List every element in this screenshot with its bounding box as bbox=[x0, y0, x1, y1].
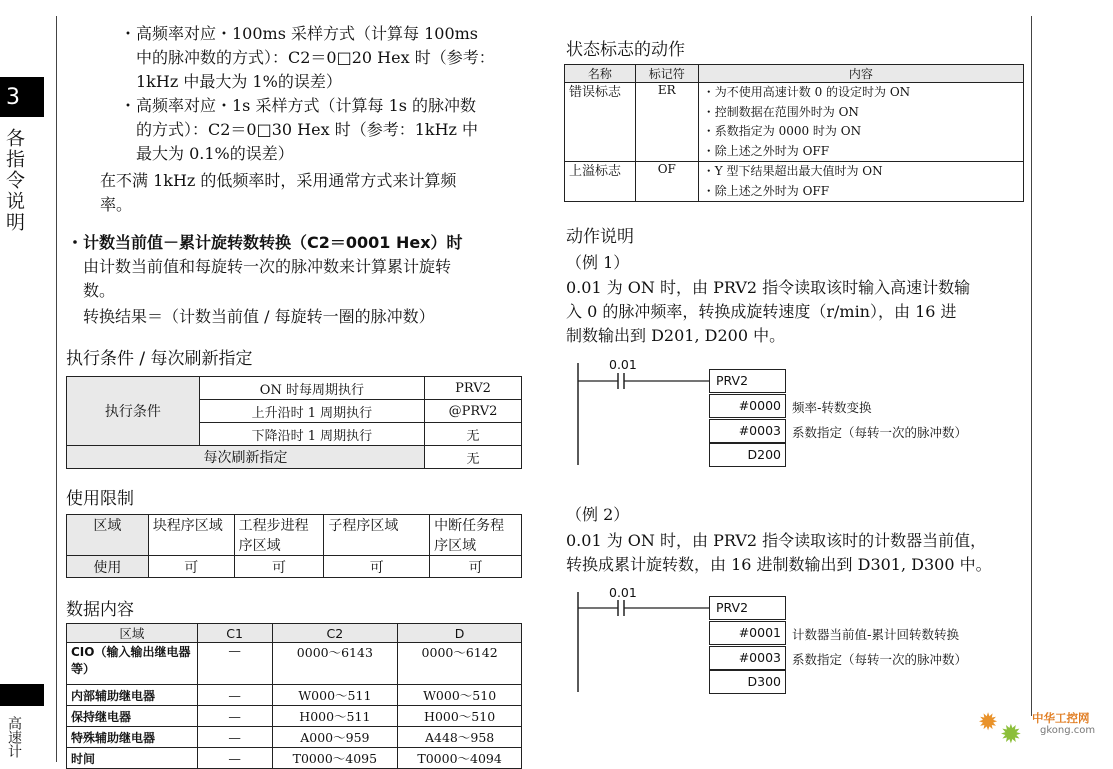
example2-instruction-box: PRV2 bbox=[709, 596, 786, 620]
usage-limit-table bbox=[66, 514, 522, 578]
limit-value-block: 可 bbox=[148, 556, 234, 578]
example1-operand-c1: #0000 bbox=[709, 394, 786, 418]
exec-condition-table bbox=[66, 376, 522, 469]
watermark-url: gkong.com bbox=[1040, 725, 1096, 736]
example2-line2: 转换成累计旋转数，由 16 进制数输出到 D301, D300 中。 bbox=[566, 555, 992, 574]
data-content-table bbox=[66, 623, 522, 769]
exec-row-0-cond: ON 时每周期执行 bbox=[199, 377, 424, 400]
exec-heading: 执行条件 / 每次刷新指定 bbox=[66, 349, 253, 369]
chapter-title: 各指令说明 bbox=[3, 128, 25, 233]
example1-operand-c2-desc: 系数指定（每转一次的脉冲数） bbox=[792, 425, 968, 440]
chapter-number-tab bbox=[0, 77, 44, 117]
status-error-item: ・控制数据在范围外时为 ON bbox=[702, 104, 859, 119]
bullet-1s bbox=[120, 94, 478, 166]
status-error-item: ・系数指定为 0000 时为 ON bbox=[702, 124, 862, 138]
exec-row-1-instr: @PRV2 bbox=[425, 400, 522, 423]
example2-operand-c2-desc: 系数指定（每转一次的脉冲数） bbox=[792, 652, 968, 667]
data-row-4-d: T0000～4094 bbox=[398, 748, 522, 769]
example1-line3: 制数输出到 D201, D200 中。 bbox=[566, 326, 786, 345]
status-header-content: 内容 bbox=[698, 65, 1023, 83]
data-row-2-c2: H000～511 bbox=[272, 706, 398, 727]
data-header-area: 区域 bbox=[67, 624, 198, 643]
low-frequency-line1: 在不满 1kHz 的低频率时，采用通常方式来计算频 bbox=[100, 171, 457, 190]
limit-value-subroutine: 可 bbox=[324, 556, 430, 578]
example2-operand-c1-desc: 计数器当前值-累计回转数转换 bbox=[792, 627, 960, 642]
status-error-item: ・除上述之外时为 OFF bbox=[702, 143, 830, 158]
status-overflow-item: ・除上述之外时为 OFF bbox=[702, 183, 830, 198]
status-header-flag: 标记符 bbox=[635, 65, 698, 83]
data-header-d: D bbox=[398, 624, 522, 643]
right-page-border bbox=[1031, 16, 1032, 716]
status-heading: 状态标志的动作 bbox=[566, 40, 685, 60]
status-error-content bbox=[698, 83, 1023, 162]
cumulative-formula: 转换结果＝（计数当前值 / 每旋转一圈的脉冲数） bbox=[83, 307, 435, 326]
limit-header-subroutine: 子程序区域 bbox=[324, 515, 430, 556]
data-header-c1: C1 bbox=[197, 624, 272, 643]
example1-operand-c2: #0003 bbox=[709, 419, 786, 443]
bullet-100ms bbox=[120, 22, 495, 94]
example2-operand-c2: #0003 bbox=[709, 646, 786, 670]
limit-row-label: 使用 bbox=[67, 556, 149, 578]
example2-text bbox=[566, 529, 992, 577]
bullet-1s-line2: 的方式）：C2＝0□30 Hex 时（参考：1kHz 中 bbox=[136, 120, 479, 139]
left-page-border bbox=[56, 16, 57, 762]
data-row-0-d: 0000～6142 bbox=[398, 643, 522, 685]
example2-label: （例 2） bbox=[566, 505, 630, 524]
data-row-1-area: 内部辅助继电器 bbox=[67, 685, 198, 706]
status-overflow-name: 上溢标志 bbox=[565, 162, 636, 202]
bullet-1s-line3: 最大为 0.1%的误差） bbox=[136, 144, 294, 163]
exec-row-2-cond: 下降沿时 1 周期执行 bbox=[199, 423, 424, 446]
example2-operand-c1: #0001 bbox=[709, 621, 786, 645]
watermark-text: 中华工控网 bbox=[1032, 711, 1090, 725]
example1-text bbox=[566, 276, 970, 348]
action-heading: 动作说明 bbox=[566, 227, 634, 247]
cumulative-title: ・计数当前值－累计旋转数转换（C2＝0001 Hex）时 bbox=[67, 233, 463, 252]
example1-instruction-box: PRV2 bbox=[709, 369, 786, 393]
section-title: 高速计 bbox=[6, 716, 22, 758]
status-overflow-flag: OF bbox=[635, 162, 698, 202]
data-row-1-d: W000～510 bbox=[398, 685, 522, 706]
data-row-3-d: A448～958 bbox=[398, 727, 522, 748]
data-heading: 数据内容 bbox=[66, 600, 134, 620]
data-row-3-c1: — bbox=[197, 727, 272, 748]
bullet-100ms-line2: 中的脉冲数的方式）：C2＝0□20 Hex 时（参考： bbox=[136, 48, 495, 67]
data-header-c2: C2 bbox=[272, 624, 398, 643]
status-header-name: 名称 bbox=[565, 65, 636, 83]
status-overflow-item: ・Y 型下结果超出最大值时为 ON bbox=[702, 164, 883, 178]
section-tab bbox=[0, 684, 44, 706]
bullet-1s-line1: ・高频率对应・1s 采样方式（计算每 1s 的脉冲数 bbox=[120, 96, 477, 115]
exec-row-0-instr: PRV2 bbox=[425, 377, 522, 400]
status-error-name: 错误标志 bbox=[565, 83, 636, 162]
example2-contact-label: 0.01 bbox=[609, 585, 637, 600]
bullet-100ms-line1: ・高频率对应・100ms 采样方式（计算每 100ms bbox=[120, 24, 479, 43]
bullet-100ms-line3: 1kHz 中最大为 1%的误差） bbox=[136, 72, 342, 91]
low-frequency-line2: 率。 bbox=[100, 195, 133, 214]
data-row-2-d: H000～510 bbox=[398, 706, 522, 727]
cumulative-desc bbox=[83, 255, 451, 329]
limit-value-step: 可 bbox=[234, 556, 324, 578]
data-row-3-area: 特殊辅助继电器 bbox=[67, 727, 198, 748]
data-row-4-c2: T0000～4095 bbox=[272, 748, 398, 769]
example2-line1: 0.01 为 ON 时，由 PRV2 指令读取该时的计数器当前值， bbox=[566, 531, 987, 550]
chapter-number: 3 bbox=[6, 84, 20, 110]
data-row-1-c2: W000～511 bbox=[272, 685, 398, 706]
limit-value-interrupt: 可 bbox=[430, 556, 522, 578]
example1-line2: 入 0 的脉冲频率，转换成旋转速度（r/min），由 16 进 bbox=[566, 302, 957, 321]
cumulative-line2: 数。 bbox=[83, 281, 116, 300]
example1-operand-d: D200 bbox=[709, 443, 786, 467]
exec-row-2-instr: 无 bbox=[425, 423, 522, 446]
data-row-0-c1: — bbox=[197, 643, 272, 685]
refresh-label: 每次刷新指定 bbox=[67, 446, 425, 469]
data-row-4-area: 时间 bbox=[67, 748, 198, 769]
data-row-0-c2: 0000～6143 bbox=[272, 643, 398, 685]
refresh-value: 无 bbox=[425, 446, 522, 469]
status-flag-table bbox=[564, 64, 1024, 202]
status-overflow-content bbox=[698, 162, 1023, 202]
watermark bbox=[976, 702, 1106, 758]
limit-header-block: 块程序区域 bbox=[148, 515, 234, 556]
cumulative-line1: 由计数当前值和每旋转一次的脉冲数来计算累计旋转 bbox=[83, 257, 452, 276]
data-row-2-area: 保持继电器 bbox=[67, 706, 198, 727]
gear-icon: ✹ bbox=[1000, 720, 1022, 750]
example2-operand-d: D300 bbox=[709, 670, 786, 694]
data-row-2-c1: — bbox=[197, 706, 272, 727]
data-row-0-area: CIO（输入输出继电器等） bbox=[67, 643, 198, 685]
example1-label: （例 1） bbox=[566, 253, 630, 272]
gear-icon: ✹ bbox=[978, 708, 999, 736]
data-row-3-c2: A000～959 bbox=[272, 727, 398, 748]
data-row-4-c1: — bbox=[197, 748, 272, 769]
example1-contact-label: 0.01 bbox=[609, 357, 637, 372]
example1-operand-c1-desc: 频率-转数变换 bbox=[792, 400, 872, 415]
exec-row-1-cond: 上升沿时 1 周期执行 bbox=[199, 400, 424, 423]
status-error-flag: ER bbox=[635, 83, 698, 162]
exec-condition-label: 执行条件 bbox=[67, 377, 200, 446]
example1-line1: 0.01 为 ON 时，由 PRV2 指令读取该时输入高速计数输 bbox=[566, 278, 971, 297]
limit-heading: 使用限制 bbox=[66, 489, 134, 509]
data-row-1-c1: — bbox=[197, 685, 272, 706]
low-frequency-note bbox=[100, 169, 456, 217]
limit-header-interrupt: 中断任务程序区域 bbox=[430, 515, 522, 556]
status-error-item: ・为不使用高速计数 0 的设定时为 ON bbox=[702, 85, 911, 99]
limit-header-area: 区域 bbox=[67, 515, 149, 556]
limit-header-step: 工程步进程序区域 bbox=[234, 515, 324, 556]
